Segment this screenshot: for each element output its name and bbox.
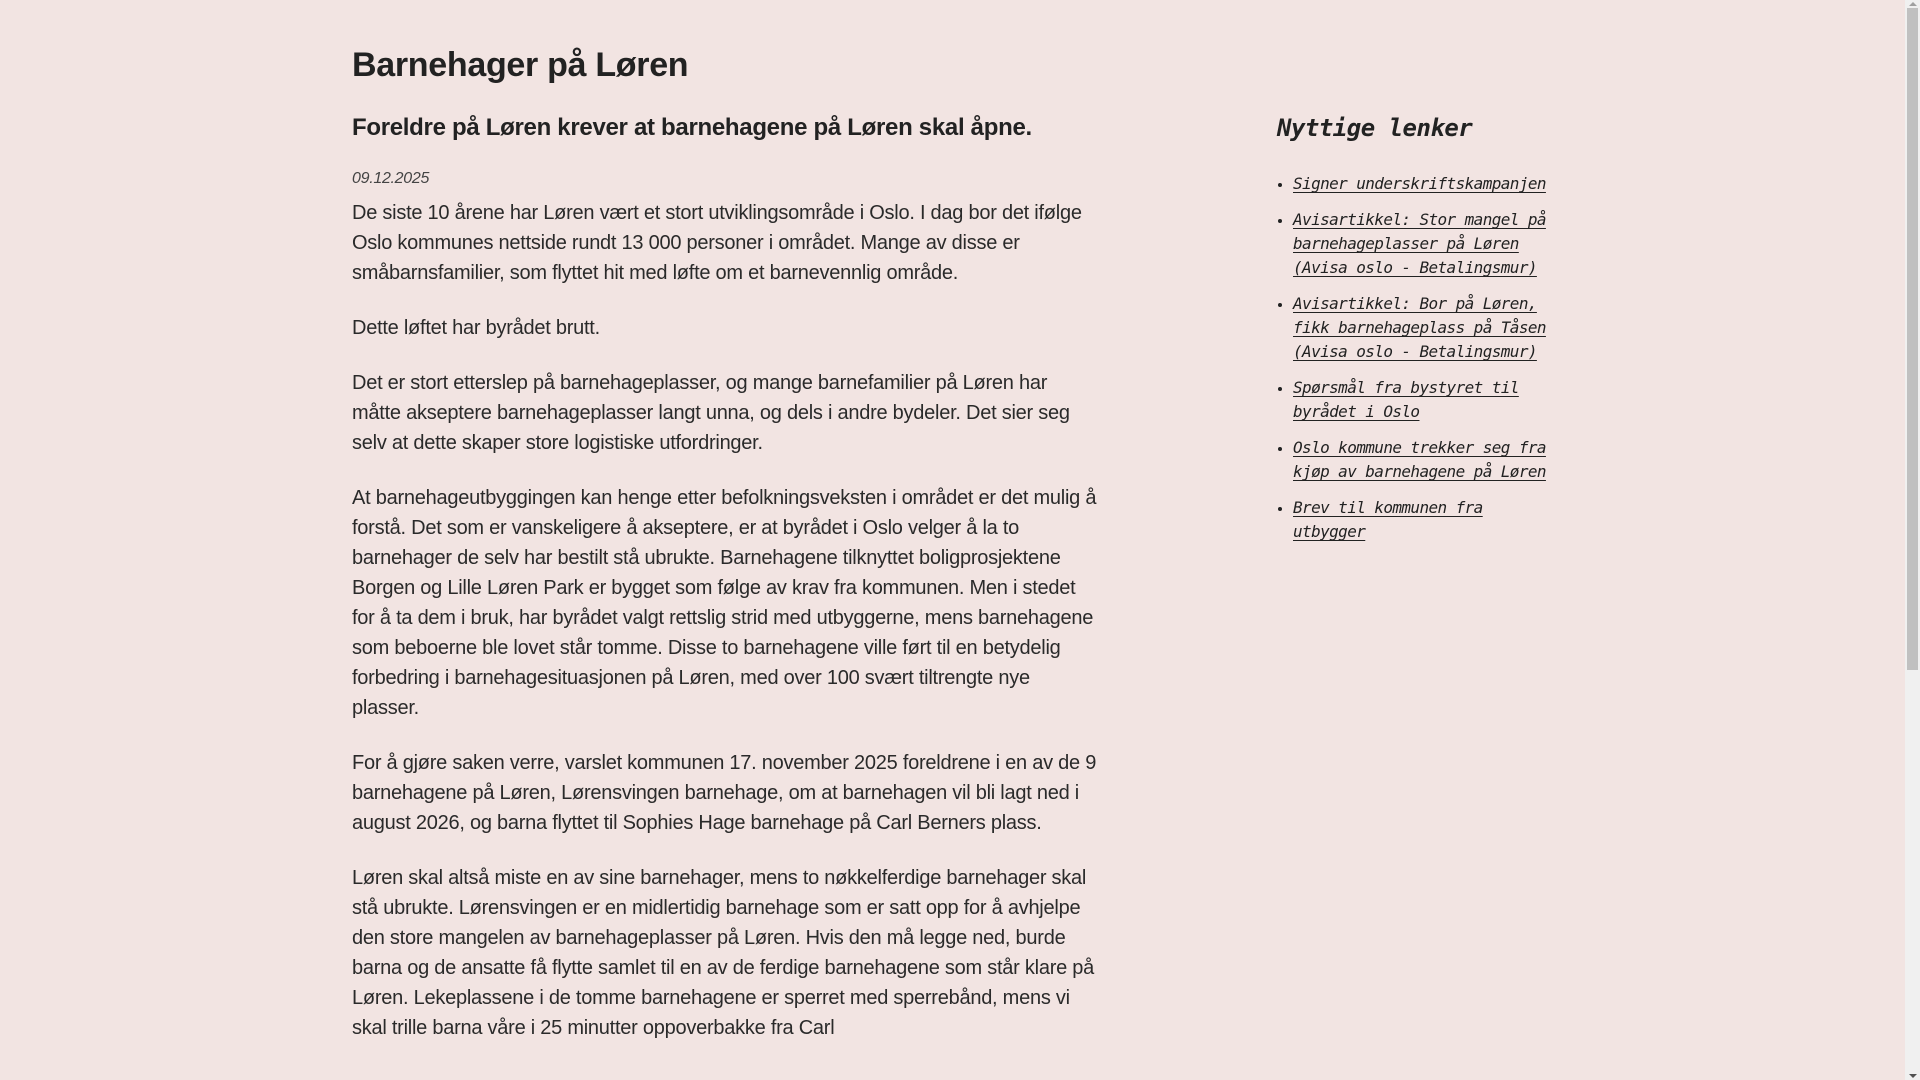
list-item [1293, 496, 1557, 544]
article-paragraph: Løren skal altså miste en av sine barnehager, mens to nøkkelferdige barnehager skal stå ubrukte. Lørensvingen er en midlertidig barnehage som er satt opp for å avhjelpe den store mangelen av barnehageplasser på Løren. Hvis den må legge ned, burde barna og de ansatte få flytte samlet til en av de ferdige barnehagene som står klare på Løren. Lekeplassene i de tomme barnehagene er sperret med sperrebånd, mens vi skal trille barna våre i 25 minutter oppoverbakke fra Carl [352, 867, 1095, 1039]
link-oslo-kommune-trekker-seg[interactable]: Oslo kommune trekker seg fra kjøp av barnehagene på Løren [1293, 438, 1546, 481]
link-signer-kampanjen[interactable]: Signer underskriftskampanjen [1293, 174, 1546, 193]
list-item [1293, 208, 1557, 280]
site-title: Barnehager på Løren [352, 46, 689, 84]
link-brev-fra-utbygger[interactable]: Brev til kommunen fra utbygger [1293, 498, 1483, 541]
link-sporsmal-bystyret[interactable]: Spørsmål fra bystyret til byrådet i Oslo [1293, 378, 1519, 421]
sidebar-heading: Nyttige lenker [1277, 114, 1473, 142]
scroll-up-button[interactable] [1905, 0, 1920, 8]
link-avisartikkel-stor-mangel[interactable]: Avisartikkel: Stor mangel på barnehageplasser på Løren (Avisa oslo - Betalingsmur) [1293, 210, 1546, 277]
links-list [1277, 172, 1557, 544]
article-paragraph: Dette løftet har byrådet brutt. [352, 317, 600, 339]
article-date: 09.12.2025 [352, 170, 430, 187]
list-item [1293, 376, 1557, 424]
vertical-scrollbar[interactable] [1905, 0, 1920, 1080]
article-paragraph: Det er stort etterslep på barnehageplasser, og mange barnefamilier på Løren har måtte akseptere barnehageplasser langt unna, og dels i andre bydeler. Det sier seg selv at dette skaper store logistiske utfordringer. [352, 372, 1070, 454]
list-item [1293, 436, 1557, 484]
article-paragraph: De siste 10 årene har Løren vært et stort utviklingsområde i Oslo. I dag bor det ifølge Oslo kommunes nettside rundt 13 000 personer i området. Mange av disse er småbarnsfamilier, som flyttet hit med løfte om et barnevennlig område. [352, 202, 1082, 284]
arrow-up-icon [1909, 2, 1917, 6]
article-paragraph: At barnehageutbyggingen kan henge etter befolkningsveksten i området er det mulig å forstå. Det som er vanskeligere å akseptere, er at byrådet i Oslo velger å la to barnehager de selv har bestilt stå ubrukte. Barnehagene tilknyttet boligprosjektene Borgen og Lille Løren Park er bygget som følge av krav fra kommunen. Men i stedet for å ta dem i bruk, har byrådet valgt rettslig strid med utbyggerne, mens barnehagene som beboerne ble lovet står tomme. Disse to barnehagene ville ført til en betydelig forbedring i barnehagesituasjonen på Løren, med over 100 svært tiltrengte nye plasser. [352, 487, 1097, 719]
list-item [1293, 292, 1557, 364]
list-item [1293, 172, 1557, 196]
scrollbar-thumb[interactable] [1907, 8, 1918, 670]
useful-links-sidebar [1277, 110, 1557, 556]
link-avisartikkel-bor-paa-loren[interactable]: Avisartikkel: Bor på Løren, fikk barnehageplass på Tåsen (Avisa oslo - Betalingsmur) [1293, 294, 1546, 361]
article-paragraph: For å gjøre saken verre, varslet kommunen 17. november 2025 foreldrene i en av de 9 barnehagene på Løren, Lørensvingen barnehage, om at barnehagen vil bli lagt ned i august 2026, og barna flyttet til Sophies Hage barnehage på Carl Berners plass. [352, 752, 1097, 834]
arrow-down-icon [1909, 1074, 1917, 1078]
scroll-down-button[interactable] [1905, 1072, 1920, 1080]
article [352, 110, 1100, 1068]
article-headline: Foreldre på Løren krever at barnehagene på Løren skal åpne. [352, 114, 1032, 141]
